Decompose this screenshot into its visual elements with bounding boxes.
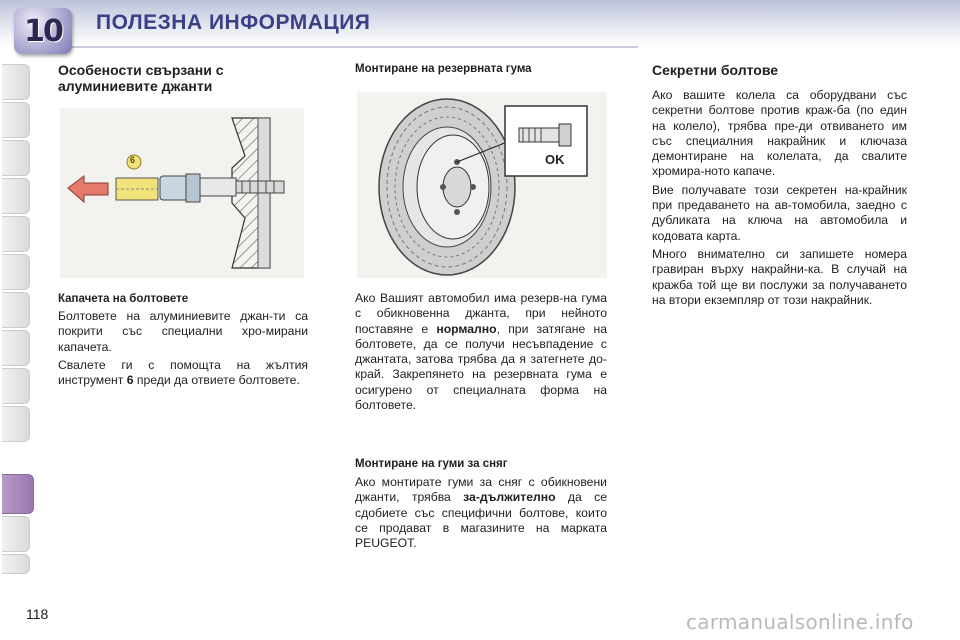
column-security-bolts [652,62,907,311]
chapter-tab[interactable] [2,368,30,404]
page-title: ПОЛЕЗНА ИНФОРМАЦИЯ [96,11,371,34]
text-spare-before: Ако Вашият автомобил има резерв-на гума с обикновенна джанта, при нейното поставяне е [355,291,607,336]
figure-bolt-cap-removal [60,108,304,278]
text-spare-bold: нормално [436,321,497,336]
chapter-tab[interactable] [2,406,30,442]
spare-tyre-illustration [357,92,607,278]
paragraph-snow-tyres [355,475,607,551]
text-snow-bold: за-дължително [463,490,556,505]
figure-spare-tyre [357,92,607,278]
section-title-snow-tyres: Монтиране на гуми за сняг [355,458,508,470]
section-title-security-bolts: Секретни болтове [652,62,779,78]
watermark: carmanualsonline.info [686,610,914,634]
paragraph-security-bolts-2: Вие получавате този секретен на-крайник при предаването на ав-томобила, заедно с дубликата на ключа на автомобила и кодовата карта. [652,182,907,243]
chapter-tab-active[interactable] [2,474,34,514]
chapter-badge [14,8,72,54]
paragraph-security-bolts-3: Много внимателно си запишете номера гравиран върху накрайни-ка. В случай на кражба той ще ви послужи за получаването на втори екземпляр от този накрайник. [652,246,907,307]
text-snow-after: да се сдобиете със специфични болтове, които се продават в магазините на марката PEUGEOT. [355,490,607,551]
page-number: 118 [26,606,49,622]
text-tool-number: 6 [126,373,134,388]
chapter-tab[interactable] [2,554,30,574]
paragraph-bolt-caps-remove [58,358,308,389]
text-remove-after: преди да отвиете болтовете. [136,373,300,388]
chapter-tab[interactable] [2,140,30,176]
text-spare-after: , при затягане на болтовете, да се получи несъвпадение с джантата, затова трябва да я затегнете до-край. Закрепянето на резервната гума е осигурено от специалната форма на болтовете. [355,321,608,413]
header-divider [18,46,638,48]
column-spare-tyre-text [355,291,607,416]
text-remove-before: Свалете ги с помощта на жълтия инструмент [58,357,308,388]
section-title-alloy-wheels: Особености свързани с алуминиевите джанти [58,62,224,94]
paragraph-bolt-caps-intro: Болтовете на алуминиевите джан-ти са покрити със специални хро-мирани капачета. [58,309,308,354]
chapter-tab[interactable] [2,178,30,214]
bolt-cap-illustration [60,108,304,278]
column-alloy-wheels-text [58,292,308,391]
chapter-tab[interactable] [2,102,30,138]
subtitle-bolt-caps: Капачета на болтовете [58,293,189,305]
figure-label-ok: OK [545,152,565,167]
chapter-tab[interactable] [2,330,30,366]
text-snow-before: Ако монтирате гуми за сняг с обикновени джанти, трябва [355,475,607,505]
chapter-tab[interactable] [2,292,30,328]
figure-label-tool-6: 6 [130,155,136,165]
page-header [0,0,960,62]
chapter-tab[interactable] [2,254,30,290]
chapter-tab[interactable] [2,216,30,252]
paragraph-security-bolts-1: Ако вашите колела са оборудвани със секретни болтове против краж-ба (по един на колело), трябва пре-ди отвиването им със специалния накрайник и ключаза демонтиране на колелата, да свалите хромира-ното капаче. [652,88,907,179]
chapter-tab[interactable] [2,64,30,100]
column-alloy-wheels [58,62,308,94]
chapter-tab[interactable] [2,516,30,552]
chapter-tab-rail [0,64,32,574]
section-title-spare-tyre: Монтиране на резервната гума [355,63,532,75]
column-snow-tyres [355,457,607,554]
chapter-number: 10 [24,13,62,49]
column-spare-tyre [355,62,607,76]
paragraph-spare-tyre [355,291,607,413]
